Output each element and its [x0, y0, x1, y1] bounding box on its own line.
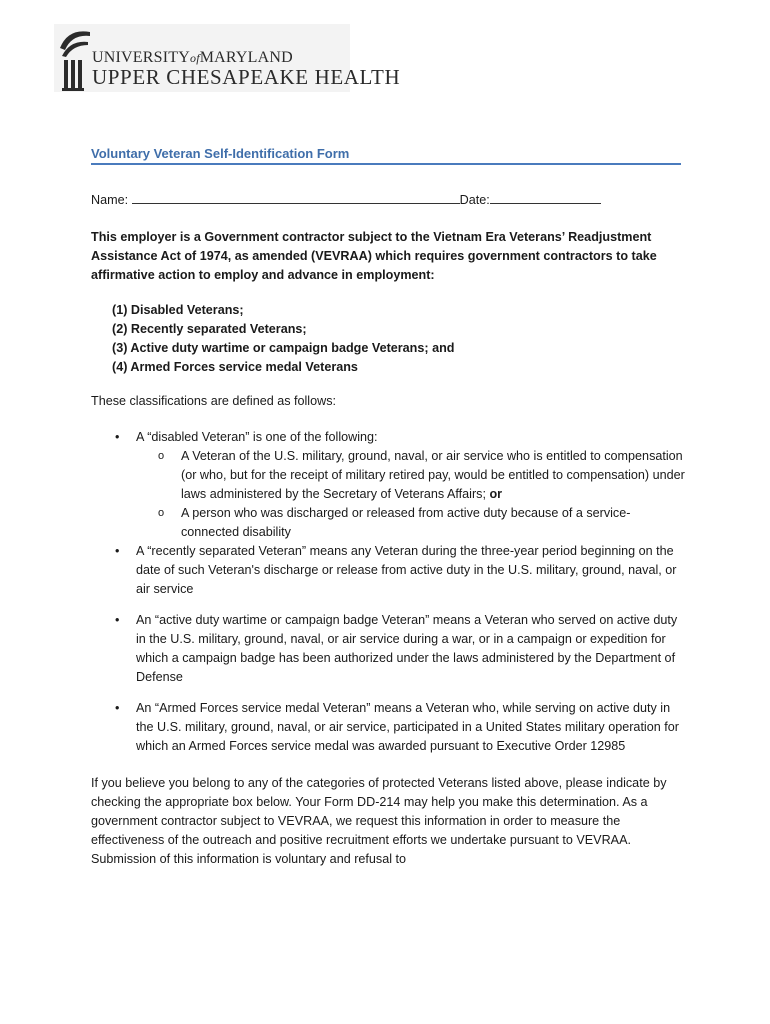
bullet-icon: •	[115, 701, 120, 715]
logo-university-name: UNIVERSITYofMARYLAND	[92, 49, 293, 66]
category-item: (2) Recently separated Veterans;	[112, 322, 307, 336]
name-label: Name:	[91, 193, 132, 207]
definition-service-medal: • An “Armed Forces service medal Veteran” means a Veteran who, while serving on active duty in the U.S. military, ground, naval, or air service, participated in a United States military operation for which an Armed Forces service medal was awarded pursuant to Executive Order 12985	[115, 701, 679, 753]
definitions-list	[91, 428, 685, 756]
organization-logo	[54, 24, 401, 92]
name-date-line	[91, 190, 685, 210]
intro-paragraph: This employer is a Government contractor subject to the Vietnam Era Veterans’ Readjustment Assistance Act of 1974, as amended (VEVRAA) which requires government contractors to take affirmative action to employ and advance in employment:	[91, 230, 657, 282]
definitions-intro: These classifications are defined as follows:	[91, 394, 337, 408]
circle-bullet-icon: o	[158, 450, 165, 462]
sub-item: o A Veteran of the U.S. military, ground, naval, or air service who is entitled to compensation (or who, but for the receipt of military retired pay, would be entitled to compensation) under laws administered by the Secretary of Veterans Affairs; or	[158, 449, 685, 501]
logo-health-name: UPPER CHESAPEAKE HEALTH	[92, 65, 401, 89]
name-field[interactable]	[132, 190, 460, 204]
date-label: Date:	[459, 193, 490, 207]
definition-active-duty: • An “active duty wartime or campaign badge Veteran” means a Veteran who served on active duty in the U.S. military, ground, naval, or air service during a war, or in a campaign or expedition for which a campaign badge has been authorized under the laws administered by the Department of Defense	[115, 613, 678, 684]
disabled-sublist	[136, 447, 685, 542]
dome-columns-icon	[58, 26, 92, 92]
category-item: (1) Disabled Veterans;	[112, 303, 244, 317]
sub-item: o A person who was discharged or released from active duty because of a service-connected disability	[158, 506, 631, 539]
bullet-icon: •	[115, 430, 120, 444]
veteran-categories-list	[91, 301, 685, 377]
category-item: (3) Active duty wartime or campaign badge Veterans; and	[112, 341, 455, 355]
definition-disabled: • A “disabled Veteran” is one of the following: o A Veteran of the U.S. military, ground, naval, or air service who is entitled to compensation (or who, but for the receipt of military retired pay, would be entitled to compensation) under laws administered by the Secretary of Veterans Affairs; or o A person who was discharged or released from active duty because of a service-connected disability	[91, 428, 685, 542]
form-body	[91, 190, 685, 869]
circle-bullet-icon: o	[158, 507, 165, 519]
category-item: (4) Armed Forces service medal Veterans	[112, 360, 358, 374]
form-title: Voluntary Veteran Self-Identification Form	[91, 146, 681, 165]
date-field[interactable]	[490, 190, 601, 204]
bullet-icon: •	[115, 544, 120, 558]
definition-recently-separated: • A “recently separated Veteran” means any Veteran during the three-year period beginning on the date of such Veteran's discharge or release from active duty in the U.S. military, ground, naval, or air service	[115, 544, 677, 596]
bullet-icon: •	[115, 613, 120, 627]
closing-paragraph: If you believe you belong to any of the categories of protected Veterans listed above, please indicate by checking the appropriate box below. Your Form DD-214 may help you make this determination. As a government contractor subject to VEVRAA, we request this information in order to measure the effectiveness of the outreach and positive recruitment efforts we undertake pursuant to VEVRAA. Submission of this information is voluntary and refusal to	[91, 776, 667, 866]
